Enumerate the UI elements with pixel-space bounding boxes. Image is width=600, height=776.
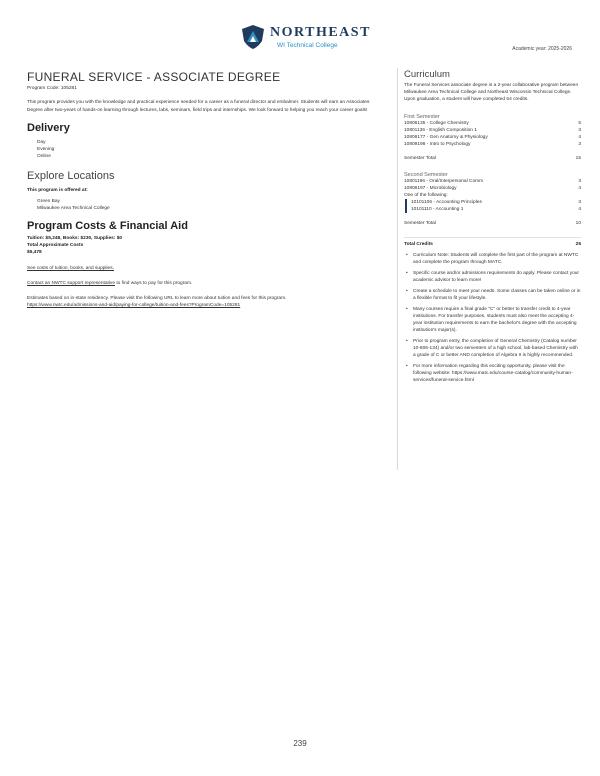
curriculum-panel [397,68,581,470]
course-credits: 4 [578,135,581,140]
program-code: Program Code: 105281 [27,86,77,91]
course-name: 10806135 - College Chemistry [404,121,469,126]
location-item: Milwaukee Area Technical College [37,205,110,211]
costs-heading: Program Costs & Financial Aid [27,220,188,233]
estimate-text: Estimates based on in-state residency. Please visit the following URL to learn more about tuition and fees for this program. [27,296,287,302]
page-title: FUNERAL SERVICE - ASSOCIATE DEGREE [27,70,281,84]
logo-title: NORTHEAST [270,25,371,40]
course-name: 10801136 - English Composition 1 [404,128,477,133]
course-row [404,141,581,148]
course-row [404,178,581,185]
course-credits: 3 [578,200,581,205]
location-list [27,198,382,212]
second-semester-title: Second Semester [404,172,448,178]
program-description: This program provides you with the knowledge and practical experience needed for a career as a funeral director and embalmer. Students will earn an Associates Degree after two-years of hands-on learning through lectures, labs, seminars, field trips and internships. We look forward to helping you reach your career goals! [27,100,370,113]
shield-icon [240,24,266,50]
course-row [411,199,581,206]
delivery-heading: Delivery [27,122,70,134]
first-semester-title: First Semester [404,114,440,120]
support-link[interactable]: Contact an NWTC support representative [27,281,115,287]
semester-total-value: 10 [575,221,581,226]
course-credits: 3 [578,128,581,133]
delivery-item: Day [37,140,46,145]
college-logo [240,24,370,54]
offered-label: This program is offered at: [27,187,88,193]
program-details [27,68,382,309]
course-name: 10806197 - Microbiology [404,186,457,191]
course-row [411,206,581,213]
semester-total-label: Semester Total [404,221,436,226]
course-credits: 5 [578,121,581,126]
costs-link[interactable]: See costs of tuition, books, and supplies. [27,266,114,272]
total-credits-value: 25 [575,242,581,247]
note-item: • Curriculum Note: Students will complete the first part of the program at NWTC and complete the program through MATC. [413,252,581,266]
course-name: 10809198 - Intro to Psychology [404,142,471,147]
note-item: • Prior to program entry, the completion of General Chemistry (Catalog number 10-806-134) and/or two semesters of a high school, lab-based Chemistry with a grade of C or better AND completion of Algebra II is highly recommended. [413,338,581,359]
course-credits: 3 [578,142,581,147]
course-name: 10101110 - Accounting 1 [411,207,464,212]
course-row [404,185,581,192]
course-choice-group [405,199,581,213]
curriculum-notes [404,252,581,384]
note-item: • Specific course and/or admissions requirements do apply. Please contact your academic advisor to learn more! [413,270,581,284]
course-row [404,120,581,127]
page-number: 239 [293,739,307,748]
academic-year: Academic year: 2025-2026 [512,46,572,52]
total-costs-label: Total Approximate Costs [27,243,84,249]
total-credits-label: Total Credits [404,242,433,247]
curriculum-intro: The Funeral Services associate degree is a 2-year collaborative program between Milwaukee Area Technical College and Northeast Wisconsin Technical College. Upon graduation, a student will have completed 64 credits. [404,83,579,102]
course-credits: 3 [578,179,581,184]
location-item: Green Bay [37,198,60,204]
locations-heading: Explore Locations [27,169,115,182]
note-item: • For more information regarding this exciting opportunity, please visit the following website: https://www.matc.edu/course-catalog/community-human-services/funeral-service.html [413,363,581,384]
semester-total-row [404,154,581,161]
support-text: to find ways to pay for this program. [114,281,193,287]
note-item: • Many courses require a final grade "C" or better to transfer credit to 4-year institutions. For transfer purposes, students must also meet the accepting 4-year institution requirements to earn the bachelor's degree with the accepting institution's major(s). [413,306,581,334]
total-costs-value: $5,478 [27,250,42,256]
course-name: 10806177 - Gen Anatomy & Physiology [404,135,488,140]
support-paragraph [27,280,382,287]
course-name: 10101106 - Accounting Principles [411,200,482,205]
semester-total-label: Semester Total [404,156,436,161]
total-credits-row [404,237,581,247]
delivery-item: Evening [37,147,55,153]
course-row [404,134,581,141]
delivery-list [27,139,382,161]
course-credits: 4 [578,207,581,212]
semester-total-row [404,219,581,226]
tuition-line: Tuition: $5,248, Books: $230, Supplies: $0 [27,236,123,242]
semester-total-value: 15 [575,156,581,161]
course-credits: 4 [578,186,581,191]
logo-subtitle: WI Technical College [277,42,338,49]
one-of-label: One of the following: [404,193,448,198]
tuition-url-link[interactable]: https://www.nwtc.edu/admissions-and-aid/paying-for-college/tuition-and-fees?ProgramCode=105281 [27,303,241,309]
curriculum-heading: Curriculum [404,69,450,80]
course-row [404,127,581,134]
course-name: 10801196 - Oral/Interpersonal Comm [404,179,484,184]
note-item: • Create a schedule to meet your needs. Some classes can be taken online or in a flexible format to fit your lifestyle. [413,288,581,302]
delivery-item: Online [37,154,51,160]
